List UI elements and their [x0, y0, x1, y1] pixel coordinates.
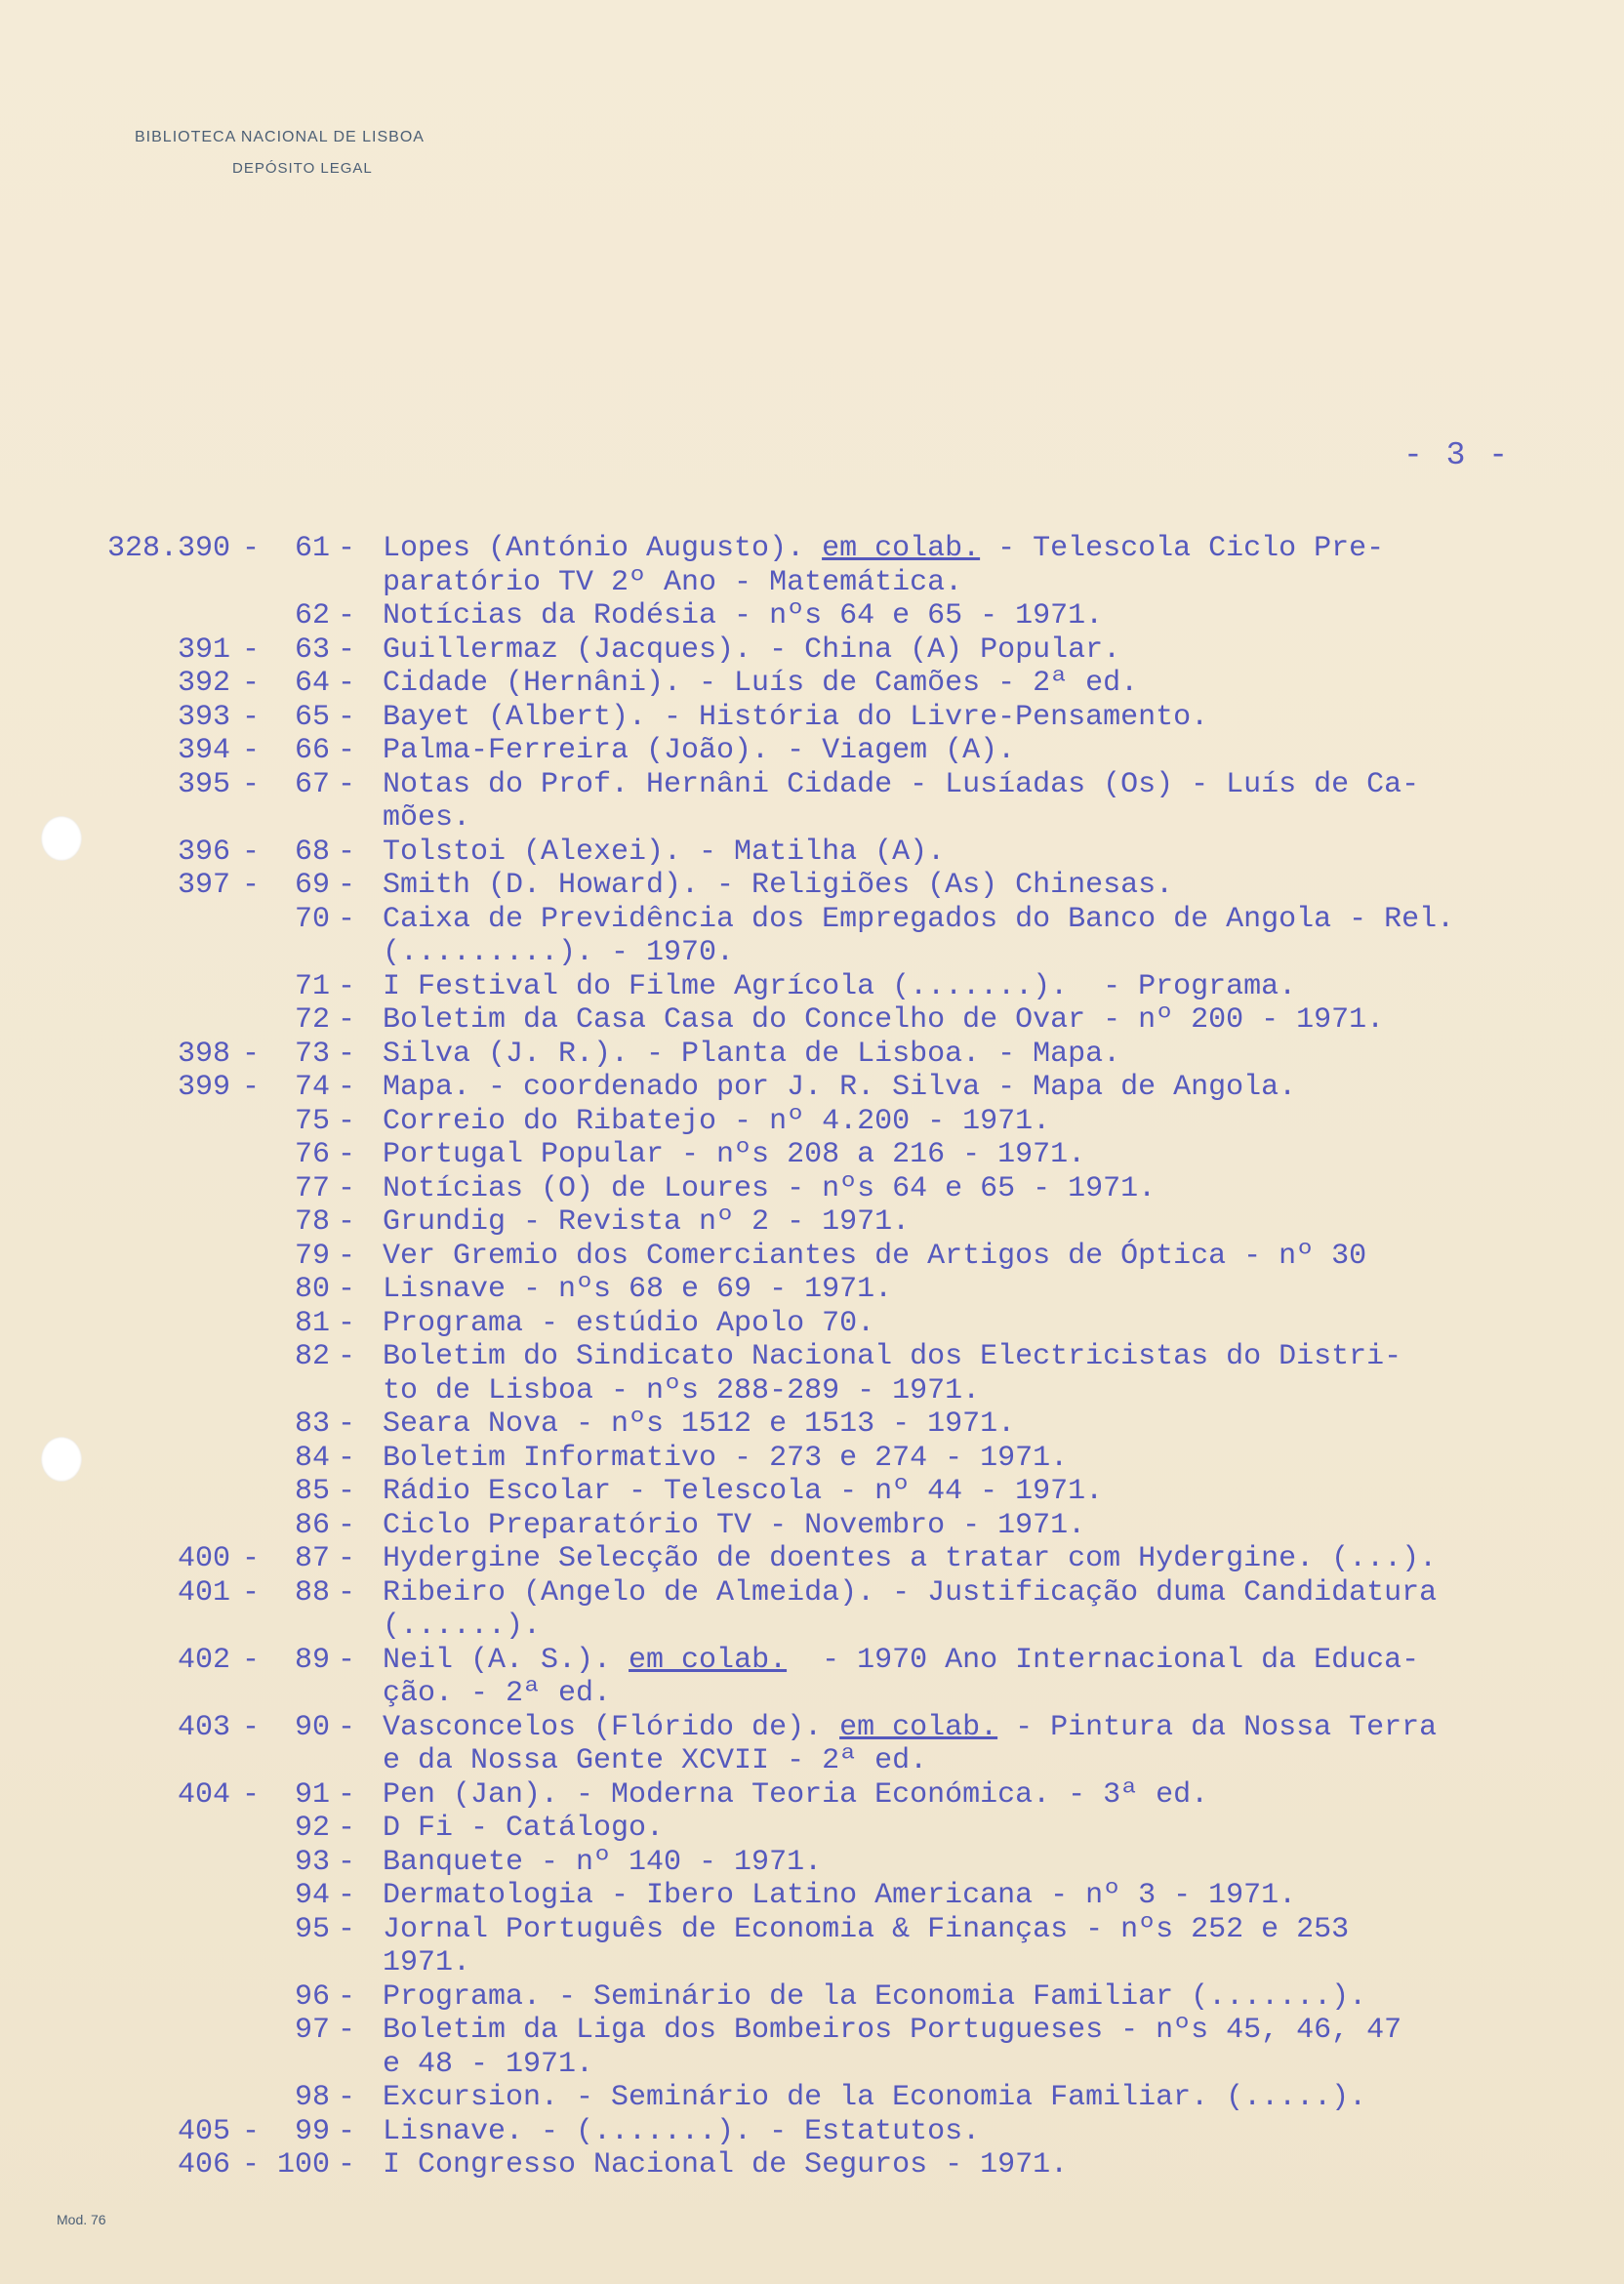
text-segment: Rádio Escolar - Telescola - nº 44 - 1971.: [383, 1475, 1104, 1508]
item-number: 87: [294, 1542, 330, 1575]
entry-text: [383, 701, 1208, 735]
legal-deposit-number: 406: [177, 2148, 230, 2182]
text-segment: Silva (J. R.). - Planta de Lisboa. - Mapa.: [383, 1037, 1121, 1071]
separator-dash: -: [242, 734, 261, 767]
legal-deposit-number: 403: [177, 1710, 230, 1744]
item-number: 81: [294, 1306, 330, 1340]
entry-line: [0, 2081, 1624, 2115]
separator-dash: -: [338, 1441, 356, 1475]
text-segment: Portugal Popular - nºs 208 a 216 - 1971.: [383, 1138, 1086, 1171]
entry-text: [383, 936, 734, 970]
separator-dash: -: [338, 1037, 356, 1071]
legal-deposit-number: 392: [177, 667, 230, 700]
text-segment: Notícias (O) de Loures - nºs 64 e 65 - 1971.: [383, 1171, 1157, 1205]
entry-text: [383, 734, 1015, 768]
text-segment: - Pintura da Nossa Terra: [997, 1710, 1438, 1744]
text-segment: Cidade (Hernâni). - Luís de Camões - 2ª ed.: [383, 667, 1139, 700]
text-segment: Ciclo Preparatório TV - Novembro - 1971.: [383, 1508, 1086, 1542]
entry-text: [383, 1610, 541, 1644]
entry-text: [383, 2081, 1366, 2115]
separator-dash: -: [338, 1845, 356, 1879]
item-number: 72: [294, 1003, 330, 1037]
text-segment: - Telescola Ciclo Pre-: [980, 532, 1385, 565]
item-number: 88: [294, 1575, 330, 1610]
separator-dash: -: [338, 599, 356, 632]
item-number: 96: [294, 1979, 330, 2014]
entry-text: [383, 903, 1454, 937]
text-segment: e 48 - 1971.: [383, 2047, 594, 2081]
entry-text: [383, 667, 1138, 701]
text-segment: Boletim da Liga dos Bombeiros Portugueses - nºs 45, 46, 47: [383, 2014, 1402, 2047]
separator-dash: -: [338, 2114, 356, 2148]
entry-text: [383, 2014, 1401, 2048]
entry-line: [0, 1644, 1624, 1678]
entry-line: [0, 1407, 1624, 1442]
text-segment: Lisnave. - (.......). - Estatutos.: [383, 2114, 981, 2148]
underlined-phrase: em colab.: [839, 1710, 998, 1744]
text-segment: Tolstoi (Alexei). - Matilha (A).: [383, 835, 946, 869]
separator-dash: -: [338, 1777, 356, 1812]
entry-text: [383, 1475, 1103, 1509]
entry-text: [383, 1644, 1419, 1678]
entry-line: [0, 1610, 1624, 1644]
text-segment: Notas do Prof. Hernâni Cidade - Lusíadas (Os) - Luís de Ca-: [383, 767, 1420, 801]
separator-dash: -: [242, 1710, 261, 1744]
separator-dash: -: [338, 632, 356, 667]
separator-dash: -: [338, 1979, 356, 2014]
text-segment: Banquete - nº 140 - 1971.: [383, 1845, 823, 1879]
separator-dash: -: [338, 734, 356, 767]
entry-line: [0, 903, 1624, 937]
item-number: 89: [294, 1643, 330, 1677]
text-segment: mões.: [383, 801, 471, 835]
entry-text: [383, 1240, 1366, 1274]
legal-deposit-number: 398: [177, 1037, 230, 1071]
text-segment: Lopes (António Augusto).: [383, 532, 823, 565]
entry-text: [383, 2115, 980, 2149]
legal-deposit-number: 395: [177, 767, 230, 801]
separator-dash: -: [242, 632, 261, 667]
entry-text: [383, 1038, 1120, 1072]
entry-line: [0, 869, 1624, 903]
text-segment: D Fi - Catálogo.: [383, 1812, 665, 1845]
item-number: 74: [294, 1071, 330, 1104]
text-segment: Bayet (Albert). - História do Livre-Pensamento.: [383, 700, 1209, 734]
entry-line: [0, 1542, 1624, 1576]
text-segment: paratório TV 2º Ano - Matemática.: [383, 565, 963, 599]
letterhead: [135, 129, 425, 177]
legal-deposit-number: 399: [177, 1071, 230, 1104]
item-number: 80: [294, 1273, 330, 1306]
item-number: 68: [294, 835, 330, 869]
text-segment: (.........). - 1970.: [383, 936, 735, 969]
item-number: 95: [294, 1912, 330, 1946]
separator-dash: -: [242, 1643, 261, 1677]
separator-dash: -: [338, 1340, 356, 1373]
text-segment: Vasconcelos (Flórido de).: [383, 1710, 840, 1744]
item-number: 63: [294, 632, 330, 667]
item-number: 61: [294, 532, 330, 565]
item-number: 69: [294, 869, 330, 902]
legal-deposit-number: 401: [177, 1575, 230, 1610]
entry-line: [0, 1374, 1624, 1408]
separator-dash: -: [242, 532, 261, 565]
item-number: 100: [276, 2148, 330, 2182]
entry-text: [383, 1913, 1349, 1947]
item-number: 83: [294, 1407, 330, 1441]
entry-text: [383, 869, 1173, 903]
entry-line: [0, 1677, 1624, 1711]
item-number: 70: [294, 902, 330, 936]
entry-line: [0, 2014, 1624, 2048]
text-segment: Programa. - Seminário de la Economia Familiar (.......).: [383, 1979, 1367, 2014]
entry-line: [0, 836, 1624, 870]
entry-line: [0, 1307, 1624, 1341]
entry-line: [0, 1711, 1624, 1745]
legal-deposit-number: 404: [177, 1777, 230, 1812]
separator-dash: -: [338, 1542, 356, 1575]
entry-text: [383, 1407, 1015, 1442]
legal-deposit-number: 397: [177, 869, 230, 902]
separator-dash: -: [242, 767, 261, 801]
entry-line: [0, 532, 1624, 566]
separator-dash: -: [338, 1239, 356, 1273]
entry-text: [383, 1340, 1401, 1374]
item-number: 73: [294, 1037, 330, 1071]
entry-text: [383, 836, 945, 870]
text-segment: Jornal Português de Economia & Finanças - nºs 252 e 253: [383, 1912, 1350, 1946]
separator-dash: -: [338, 1508, 356, 1542]
legal-deposit-number: 391: [177, 632, 230, 667]
entry-text: [383, 633, 1120, 668]
entry-text: [383, 1071, 1296, 1105]
entry-text: [383, 970, 1296, 1004]
text-segment: Ver Gremio dos Comerciantes de Artigos de Óptica - nº 30: [383, 1239, 1367, 1273]
entry-line: [0, 1205, 1624, 1240]
department-name: DEPÓSITO LEGAL: [232, 160, 373, 177]
text-segment: Dermatologia - Ibero Latino Americana - nº 3 - 1971.: [383, 1879, 1297, 1912]
entry-line: [0, 1946, 1624, 1980]
entry-line: [0, 1913, 1624, 1947]
separator-dash: -: [242, 1777, 261, 1812]
separator-dash: -: [338, 1912, 356, 1946]
text-segment: Ribeiro (Angelo de Almeida). - Justificação duma Candidatura: [383, 1575, 1438, 1610]
item-number: 77: [294, 1171, 330, 1205]
entry-line: [0, 1442, 1624, 1476]
text-segment: Grundig - Revista nº 2 - 1971.: [383, 1205, 911, 1239]
entry-line: [0, 1778, 1624, 1813]
separator-dash: -: [338, 902, 356, 936]
separator-dash: -: [242, 835, 261, 869]
entry-line: [0, 2148, 1624, 2182]
text-segment: Notícias da Rodésia - nºs 64 e 65 - 1971.: [383, 599, 1104, 632]
entry-text: [383, 1778, 1208, 1813]
entry-line: [0, 801, 1624, 836]
entry-text: [383, 1576, 1437, 1611]
text-segment: Seara Nova - nºs 1512 e 1513 - 1971.: [383, 1407, 1016, 1441]
legal-deposit-number: 328.390: [106, 532, 230, 565]
separator-dash: -: [338, 700, 356, 734]
item-number: 97: [294, 2014, 330, 2047]
item-number: 66: [294, 734, 330, 767]
entry-line: [0, 701, 1624, 735]
entry-line: [0, 1475, 1624, 1509]
separator-dash: -: [338, 835, 356, 869]
text-segment: Boletim da Casa Casa do Concelho de Ovar - nº 200 - 1971.: [383, 1003, 1385, 1037]
entry-text: [383, 801, 470, 836]
separator-dash: -: [338, 1205, 356, 1239]
entry-line: [0, 936, 1624, 970]
item-number: 82: [294, 1340, 330, 1373]
text-segment: Boletim do Sindicato Nacional dos Electricistas do Distri-: [383, 1340, 1402, 1373]
text-segment: Boletim Informativo - 273 e 274 - 1971.: [383, 1441, 1069, 1475]
institution-name: BIBLIOTECA NACIONAL DE LISBOA: [135, 129, 425, 145]
text-segment: Mapa. - coordenado por J. R. Silva - Mapa de Angola.: [383, 1071, 1297, 1104]
form-code: Mod. 76: [57, 2212, 106, 2227]
entry-line: [0, 667, 1624, 701]
item-number: 84: [294, 1441, 330, 1475]
separator-dash: -: [338, 1306, 356, 1340]
entry-text: [383, 768, 1419, 802]
text-segment: ção. - 2ª ed.: [383, 1677, 612, 1710]
text-segment: - 1970 Ano Internacional da Educa-: [787, 1643, 1420, 1677]
item-number: 86: [294, 1508, 330, 1542]
separator-dash: -: [242, 1071, 261, 1104]
entry-line: [0, 1273, 1624, 1307]
text-segment: 1971.: [383, 1946, 471, 1979]
entry-text: [383, 1307, 874, 1341]
text-segment: e da Nossa Gente XCVII - 2ª ed.: [383, 1744, 928, 1777]
separator-dash: -: [338, 1879, 356, 1912]
legal-deposit-number: 400: [177, 1542, 230, 1575]
entry-line: [0, 2048, 1624, 2082]
separator-dash: -: [338, 1104, 356, 1138]
separator-dash: -: [242, 1575, 261, 1610]
separator-dash: -: [338, 1643, 356, 1677]
entry-text: [383, 1677, 611, 1711]
entry-text: [383, 1744, 927, 1778]
separator-dash: -: [338, 2081, 356, 2114]
item-number: 99: [294, 2114, 330, 2148]
underlined-phrase: em colab.: [822, 532, 981, 565]
entry-line: [0, 633, 1624, 668]
text-segment: Lisnave - nºs 68 e 69 - 1971.: [383, 1273, 893, 1306]
entry-line: [0, 1744, 1624, 1778]
entry-line: [0, 599, 1624, 633]
separator-dash: -: [242, 2114, 261, 2148]
separator-dash: -: [338, 1273, 356, 1306]
legal-deposit-number: 394: [177, 734, 230, 767]
item-number: 64: [294, 667, 330, 700]
separator-dash: -: [242, 700, 261, 734]
separator-dash: -: [338, 1407, 356, 1441]
entry-line: [0, 1980, 1624, 2015]
separator-dash: -: [338, 767, 356, 801]
entry-line: [0, 1576, 1624, 1611]
entry-text: [383, 1138, 1085, 1172]
separator-dash: -: [338, 1003, 356, 1037]
entry-line: [0, 1812, 1624, 1846]
entry-text: [383, 1879, 1296, 1913]
entry-text: [383, 1172, 1156, 1206]
separator-dash: -: [338, 969, 356, 1003]
text-segment: Programa - estúdio Apolo 70.: [383, 1306, 875, 1340]
entry-line: [0, 2115, 1624, 2149]
separator-dash: -: [242, 2148, 261, 2182]
entry-text: [383, 566, 962, 600]
entry-text: [383, 2148, 1068, 2182]
entry-line: [0, 1105, 1624, 1139]
entry-text: [383, 1980, 1366, 2015]
entry-list: [0, 532, 1624, 2182]
text-segment: Caixa de Previdência dos Empregados do Banco de Angola - Rel.: [383, 902, 1455, 936]
underlined-phrase: em colab.: [629, 1643, 788, 1677]
item-number: 98: [294, 2081, 330, 2114]
text-segment: Pen (Jan). - Moderna Teoria Económica. - 3ª ed.: [383, 1777, 1209, 1812]
legal-deposit-number: 405: [177, 2114, 230, 2148]
separator-dash: -: [242, 1037, 261, 1071]
entry-line: [0, 1172, 1624, 1206]
text-segment: Smith (D. Howard). - Religiões (As) Chinesas.: [383, 869, 1174, 902]
entry-text: [383, 1105, 1050, 1139]
text-segment: Palma-Ferreira (João). - Viagem (A).: [383, 734, 1016, 767]
separator-dash: -: [338, 667, 356, 700]
entry-text: [383, 1711, 1437, 1745]
text-segment: I Festival do Filme Agrícola (.......). - Programa.: [383, 969, 1297, 1003]
item-number: 91: [294, 1777, 330, 1812]
legal-deposit-number: 393: [177, 700, 230, 734]
entry-line: [0, 1879, 1624, 1913]
item-number: 76: [294, 1138, 330, 1171]
entry-text: [383, 1542, 1437, 1576]
text-segment: Neil (A. S.).: [383, 1643, 629, 1677]
entry-line: [0, 1340, 1624, 1374]
separator-dash: -: [338, 1071, 356, 1104]
separator-dash: -: [338, 532, 356, 565]
entry-line: [0, 768, 1624, 802]
entry-text: [383, 1509, 1085, 1543]
entry-text: [383, 1205, 910, 1240]
separator-dash: -: [338, 1575, 356, 1610]
separator-dash: -: [338, 1710, 356, 1744]
text-segment: Excursion. - Seminário de la Economia Familiar. (.....).: [383, 2081, 1367, 2114]
separator-dash: -: [338, 1138, 356, 1171]
text-segment: Correio do Ribatejo - nº 4.200 - 1971.: [383, 1104, 1051, 1138]
separator-dash: -: [338, 1475, 356, 1508]
text-segment: Hydergine Selecção de doentes a tratar com Hydergine. (...).: [383, 1542, 1438, 1575]
item-number: 85: [294, 1475, 330, 1508]
entry-text: [383, 2048, 593, 2082]
entry-text: [383, 1442, 1068, 1476]
separator-dash: -: [338, 869, 356, 902]
entry-line: [0, 1509, 1624, 1543]
entry-text: [383, 1946, 470, 1980]
entry-line: [0, 1240, 1624, 1274]
separator-dash: -: [338, 1812, 356, 1845]
separator-dash: -: [338, 1171, 356, 1205]
legal-deposit-number: 396: [177, 835, 230, 869]
separator-dash: -: [338, 2148, 356, 2182]
separator-dash: -: [242, 869, 261, 902]
entry-line: [0, 1003, 1624, 1038]
item-number: 94: [294, 1879, 330, 1912]
entry-line: [0, 1846, 1624, 1880]
entry-text: [383, 1273, 892, 1307]
entry-text: [383, 599, 1103, 633]
entry-line: [0, 1071, 1624, 1105]
item-number: 93: [294, 1845, 330, 1879]
item-number: 92: [294, 1812, 330, 1845]
entry-text: [383, 532, 1384, 566]
separator-dash: -: [242, 1542, 261, 1575]
text-segment: to de Lisboa - nºs 288-289 - 1971.: [383, 1373, 981, 1407]
item-number: 71: [294, 969, 330, 1003]
item-number: 67: [294, 767, 330, 801]
separator-dash: -: [338, 2014, 356, 2047]
entry-line: [0, 970, 1624, 1004]
entry-text: [383, 1846, 822, 1880]
legal-deposit-number: 402: [177, 1643, 230, 1677]
text-segment: Guillermaz (Jacques). - China (A) Popular.: [383, 632, 1121, 667]
page-number: - 3 -: [1403, 437, 1511, 473]
item-number: 75: [294, 1104, 330, 1138]
item-number: 79: [294, 1239, 330, 1273]
text-segment: (......).: [383, 1610, 542, 1643]
item-number: 90: [294, 1710, 330, 1744]
entry-line: [0, 566, 1624, 600]
entry-line: [0, 1038, 1624, 1072]
separator-dash: -: [242, 667, 261, 700]
entry-text: [383, 1374, 980, 1408]
entry-text: [383, 1812, 664, 1846]
item-number: 65: [294, 700, 330, 734]
item-number: 62: [294, 599, 330, 632]
entry-text: [383, 1003, 1384, 1038]
entry-line: [0, 734, 1624, 768]
text-segment: I Congresso Nacional de Seguros - 1971.: [383, 2148, 1069, 2182]
entry-line: [0, 1138, 1624, 1172]
item-number: 78: [294, 1205, 330, 1239]
